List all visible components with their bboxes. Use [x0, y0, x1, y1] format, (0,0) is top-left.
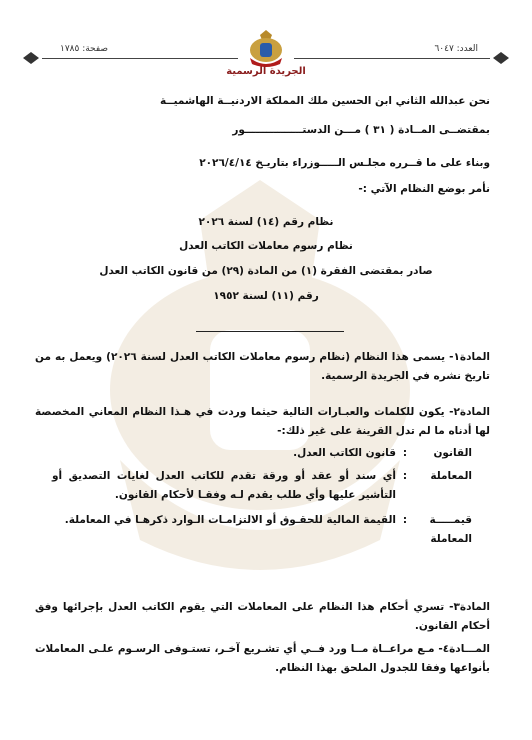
regulation-authority: صادر بمقتضى الفقرة (١) من المادة (٢٩) من قانون الكاتب العدل: [99, 265, 433, 277]
page-number: صفحة: ١٧٨٥: [60, 44, 109, 54]
gazette-header: [22, 34, 510, 84]
definition-term: المعاملة: [430, 470, 472, 482]
definitions-list: [52, 444, 472, 549]
regulation-title: نظام رسوم معاملات الكاتب العدل: [179, 240, 353, 252]
definition-term: قيمـــــة المعاملة: [429, 514, 472, 545]
preamble-line-3: وبناء على ما قــرره مجلـس الـــــوزراء بتاريـخ ٢٠٢٦/٤/١٤: [199, 157, 490, 169]
definition-row: [52, 467, 472, 505]
definition-text: أي سند أو عقد أو ورقة تقدم للكاتب العدل لغايات التصديق أو التأشير عليها وأي طلب يقدم لـه وفقـا لأحكام القانون.: [52, 470, 396, 501]
preamble-line-4: نأمر بوضع النظام الآتي :-: [358, 183, 490, 195]
law-reference: رقم (١١) لسنة ١٩٥٢: [213, 290, 319, 302]
preamble-line-1: نحن عبدالله الثاني ابن الحسين ملك المملكة الاردنيــة الهاشميــة: [160, 95, 490, 107]
definition-text: القيمة المالية للحقـوق أو الالتزامـات الـوارد ذكرهـا في المعاملة.: [64, 514, 396, 526]
article-3: المادة٣- تسري أحكام هذا النظام على المعاملات التي يقوم الكاتب العدل بإجرائها وفق أحكام القانون.: [35, 601, 490, 632]
ornament-left-icon: [22, 51, 40, 65]
regulation-number: نظام رقم (١٤) لسنة ٢٠٢٦: [198, 216, 334, 228]
definition-row: [52, 444, 472, 463]
definition-colon: :: [402, 447, 408, 459]
jordan-coat-of-arms-icon: [244, 28, 288, 68]
definition-colon: :: [402, 470, 408, 482]
preamble-line-2: بمقتضــى المــادة ( ٣١ ) مـــن الدستــــــــــــــــور: [232, 124, 490, 136]
article-4: المـــادة٤- مـع مراعــاة مــا ورد فــي أي تشـريع آخـر، تستـوفى الرسـوم علـى المعاملات بأنواعها وفقا للجدول الملحق بهذا النظام.: [35, 643, 490, 674]
article-2-intro: المادة٢- يكون للكلمات والعبـارات التالية حيثما وردت في هـذا النظام المعاني المخصصة لها أدناه ما لم تدل القرينة على غير ذلك:-: [35, 406, 490, 437]
ornament-right-icon: [492, 51, 510, 65]
title-separator: [196, 331, 344, 332]
article-1: المادة١- يسمى هذا النظام (نظام رسوم معاملات الكاتب العدل لسنة ٢٠٢٦) ويعمل به من تاريخ نشره في الجريدة الرسمية.: [35, 351, 490, 382]
definition-colon: :: [402, 514, 408, 526]
issue-number: العدد: ٦٠٤٧: [434, 44, 478, 54]
header-rule-left: [42, 58, 238, 59]
definition-text: قانون الكاتب العدل.: [293, 447, 396, 459]
definition-row: [52, 511, 472, 549]
gazette-title: الجريدة الرسمية: [226, 66, 306, 77]
header-rule-right: [294, 58, 490, 59]
definition-term: القانون: [433, 447, 472, 459]
